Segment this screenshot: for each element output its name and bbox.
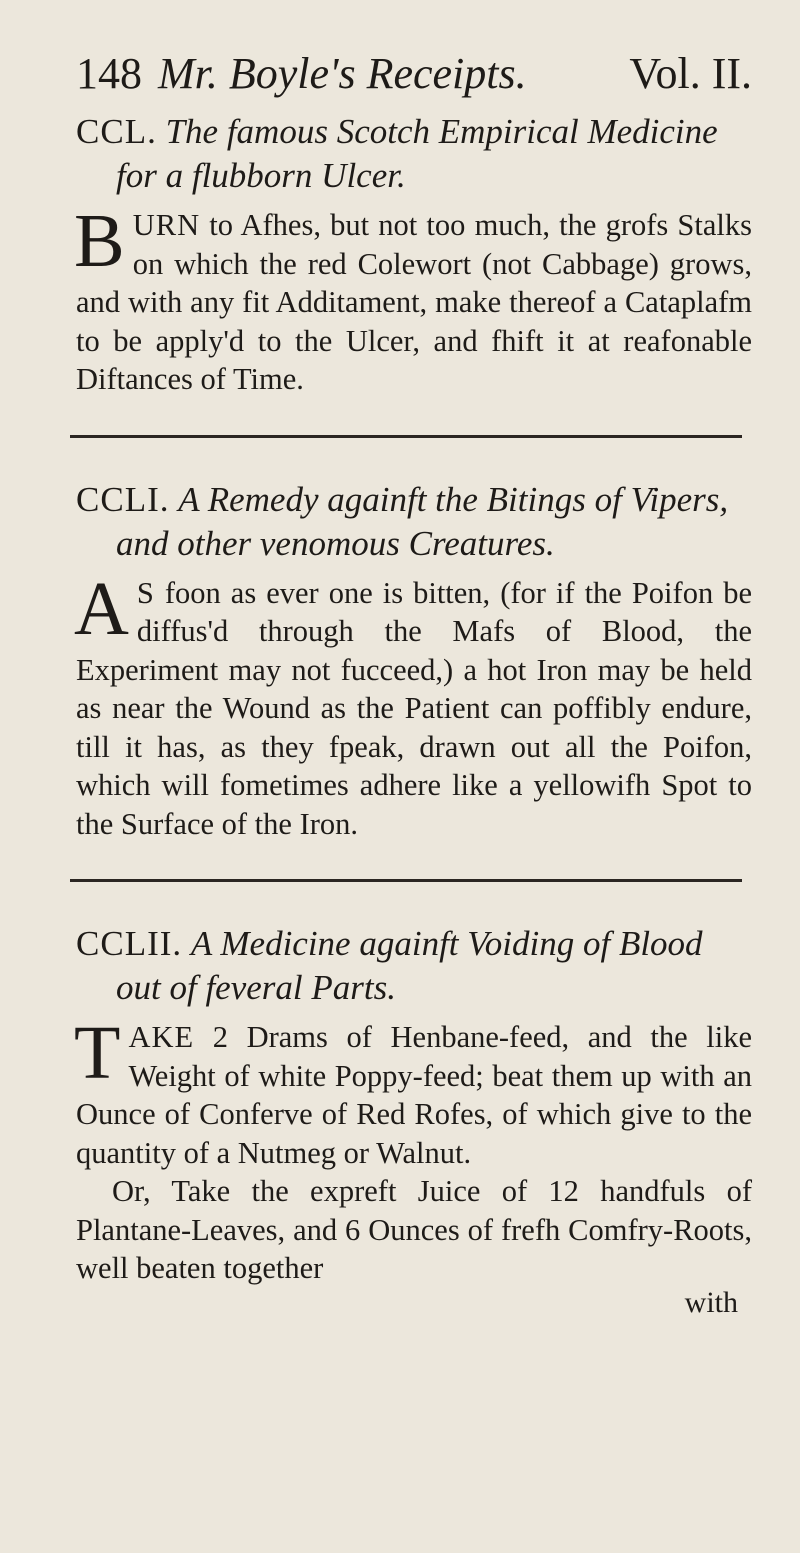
lead-word: URN [132,208,201,242]
recipe-heading [76,110,752,198]
volume-label: Vol. II. [629,49,752,98]
running-head [76,49,752,98]
recipe-body [74,566,752,844]
recipe-number: CCLI. [76,479,170,519]
section-divider [70,435,742,438]
lead-word: S [136,575,155,610]
catchword: with [684,1285,738,1319]
section-divider [70,879,742,882]
recipe-text: foon as ever one is bitten, (for if the Poifon be diffus'd through the Mafs of Blood, the Experiment may not fucceed,) a hot Iron may be held as near the Wound as the Patient can poffibly endure, till it has, as they fpeak, drawn out all the Poifon, which will fometimes adhere like a yellowifh Spot to the Surface of the Iron. [76,575,752,841]
drop-cap: A [74,566,129,651]
page-number: 148 [76,49,142,98]
recipe-title: A Remedy againft the Bitings of Vipers, and other venomous Creatures. [116,479,729,563]
recipe-heading [76,478,752,566]
recipe-ccl [76,110,752,399]
recipe-body [74,199,752,399]
recipe-number: CCL. [76,112,157,151]
recipe-ccli [76,478,752,844]
drop-cap: B [74,199,125,283]
recipe-cclii [76,922,752,1288]
recipe-title: The famous Scotch Empirical Medicine for a flubborn Ulcer. [116,112,718,195]
running-title: Mr. Boyle's Receipts. [158,49,527,98]
drop-cap: T [74,1011,121,1095]
recipe-heading [76,922,752,1010]
recipe-body [74,1011,752,1172]
recipe-text: to Afhes, but not too much, the grofs Stalks on which the red Colewort (not Cabbage) grows, and with any fit Additament, make thereof a Cataplafm to be apply'd to the Ulcer, and fhift it at reafonable Diftances of Time. [76,208,752,396]
recipe-text: 2 Drams of Henbane-feed, and the like Weight of white Poppy-feed; beat them up with an Ounce of Conferve of Red Rofes, of which give to the quantity of a Nutmeg or Walnut. [76,1020,752,1170]
recipe-body-continued: Or, Take the expreft Juice of 12 handfuls of Plantane-Leaves, and 6 Ounces of frefh Comfry-Roots, well beaten together [76,1174,752,1285]
recipe-number: CCLII. [76,924,183,963]
recipe-title: A Medicine againft Voiding of Blood out of feveral Parts. [116,924,703,1007]
lead-word: AKE [128,1020,195,1054]
